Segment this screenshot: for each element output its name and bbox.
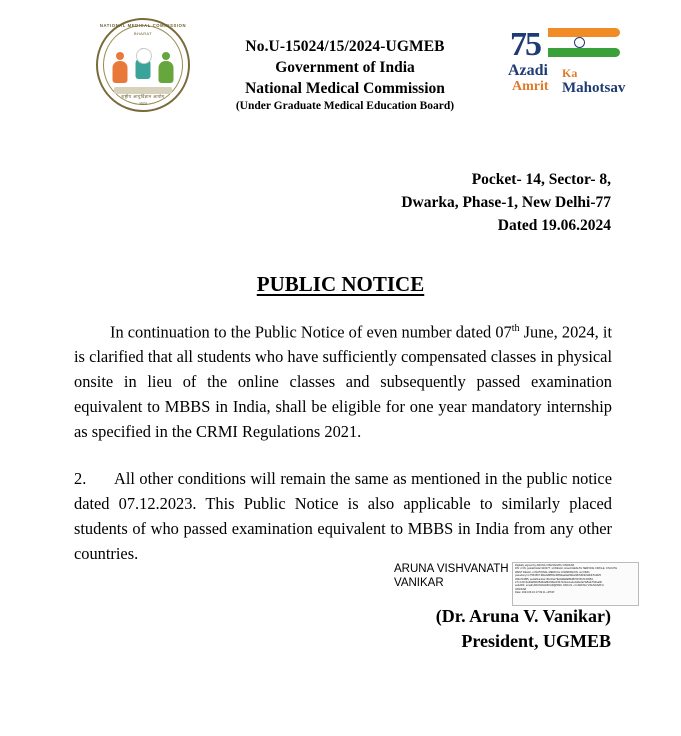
file-number: No.U-15024/15/2024-UGMEB (245, 38, 445, 55)
cert-line: c84a7198f5, serialNumber=ffcc19e79e0a8a8a85d870074b7130384, (515, 577, 594, 581)
azadi-numeral: 75 (510, 26, 540, 63)
emblem-figure-green (158, 52, 174, 84)
cert-line: WEST DELHI, o=NATIONAL MEDICAL COMMISSION, ou=NMC, (515, 570, 591, 574)
clause-number: 2. (74, 469, 87, 489)
address-line-2: Dwarka, Phase-1, New Delhi-77 (401, 194, 611, 211)
cert-line: ee42bf3, email=ARUNAVANIKAR@NMC.ORG.IN, cn=ARUNA VISHVANATH (515, 584, 604, 588)
signatory-block (0, 604, 611, 654)
azadi-word-mahotsav: Mahotsav (562, 80, 626, 96)
azadi-word-amrit: Amrit (512, 79, 549, 94)
signatory-designation: President, UGMEB (461, 631, 611, 651)
government-line: Government of India (275, 59, 415, 76)
header-text-block (200, 38, 490, 112)
cert-line: DN: c=IN, postalCode=110077, st=DELHI, street=HEALTH SERVICE CIRCLE, l=SOUTH (515, 567, 618, 571)
emblem-figure-orange (112, 52, 128, 84)
digital-signature-certificate-block (512, 562, 639, 606)
board-line: (Under Graduate Medical Education Board) (235, 100, 455, 112)
paragraph-1 (74, 316, 612, 444)
figure-body (159, 61, 174, 83)
document-body (74, 316, 612, 588)
cert-line: Date: 2024.06.19 17:09:11 +05'30' (515, 591, 555, 595)
ashoka-chakra-icon (574, 37, 585, 48)
signatory-name: (Dr. Aruna V. Vanikar) (435, 606, 611, 626)
emblem-arc-text-top2: BHARAT (133, 31, 153, 36)
emblem-arc-text-bottom2: भारत (139, 101, 147, 106)
azadi-ka-amrit-mahotsav-logo (500, 24, 635, 104)
paragraph-1-part-b: June, 2024, it is clarified that all students who have sufficiently compensated classes in physical onsite in lieu of the online classes and subsequently passed examination equivalent to MBBS in India, shall be eligible for one year mandatory internship as specified in the CRMI Regulations 2021. (74, 322, 613, 442)
cert-line: VANIKAR (515, 587, 527, 591)
flag-stripe-saffron (548, 28, 620, 37)
page-title: PUBLIC NOTICE (256, 272, 425, 296)
document-date: Dated 19.06.2024 (497, 217, 611, 234)
cert-line: 2.5.4.20=2e39a69165d62a8b339ac15472d1ce1a1e1a6e3a7fa5a27f4b1a0b (515, 581, 603, 585)
azadi-word-azadi: Azadi (508, 62, 548, 79)
commission-line: National Medical Commission (245, 80, 445, 97)
azadi-word-ka: Ka (562, 66, 578, 80)
digital-signature-name-line1: ARUNA VISHVANATH (394, 563, 509, 575)
cert-line: pseudonym=7564597.98e2a8f65bc48f92aa0a29bbe68c5929c9db37bdd25 (515, 574, 601, 578)
emblem-center-circle (136, 48, 152, 64)
signature-area (0, 562, 681, 672)
digital-signature-name (394, 562, 514, 590)
nmc-emblem-icon (96, 18, 190, 112)
tricolor-flag-icon (548, 28, 620, 58)
paragraph-2-text: All other conditions will remain the same as mentioned in the public notice dated 07.12.2023. This Public Notice is also applicable to similarly placed students of who passed examination equivalent to MBBS in India from any other countries. (74, 469, 612, 564)
figure-body (113, 61, 128, 83)
flag-stripe-green (548, 48, 620, 57)
figure-head (162, 52, 170, 60)
ordinal-suffix: th (511, 323, 520, 334)
paragraph-1-part-a: In continuation to the Public Notice of even number dated 07 (110, 322, 512, 342)
address-line-1: Pocket- 14, Sector- 8, (471, 171, 611, 188)
cert-line: Digitally signed by ARUNA VISHVANATH VANIKAR (515, 564, 575, 567)
address-block (0, 168, 611, 237)
emblem-arc-text-bottom: राष्ट्रीय आयुर्विज्ञान आयोग (121, 94, 165, 99)
digital-signature-name-line2: VANIKAR (394, 577, 444, 589)
paragraph-2 (74, 466, 612, 566)
emblem-arc-text-top: NATIONAL MEDICAL COMMISSION (99, 23, 187, 28)
figure-head (116, 52, 124, 60)
document-header (0, 10, 681, 120)
emblem-ribbon (114, 87, 172, 94)
